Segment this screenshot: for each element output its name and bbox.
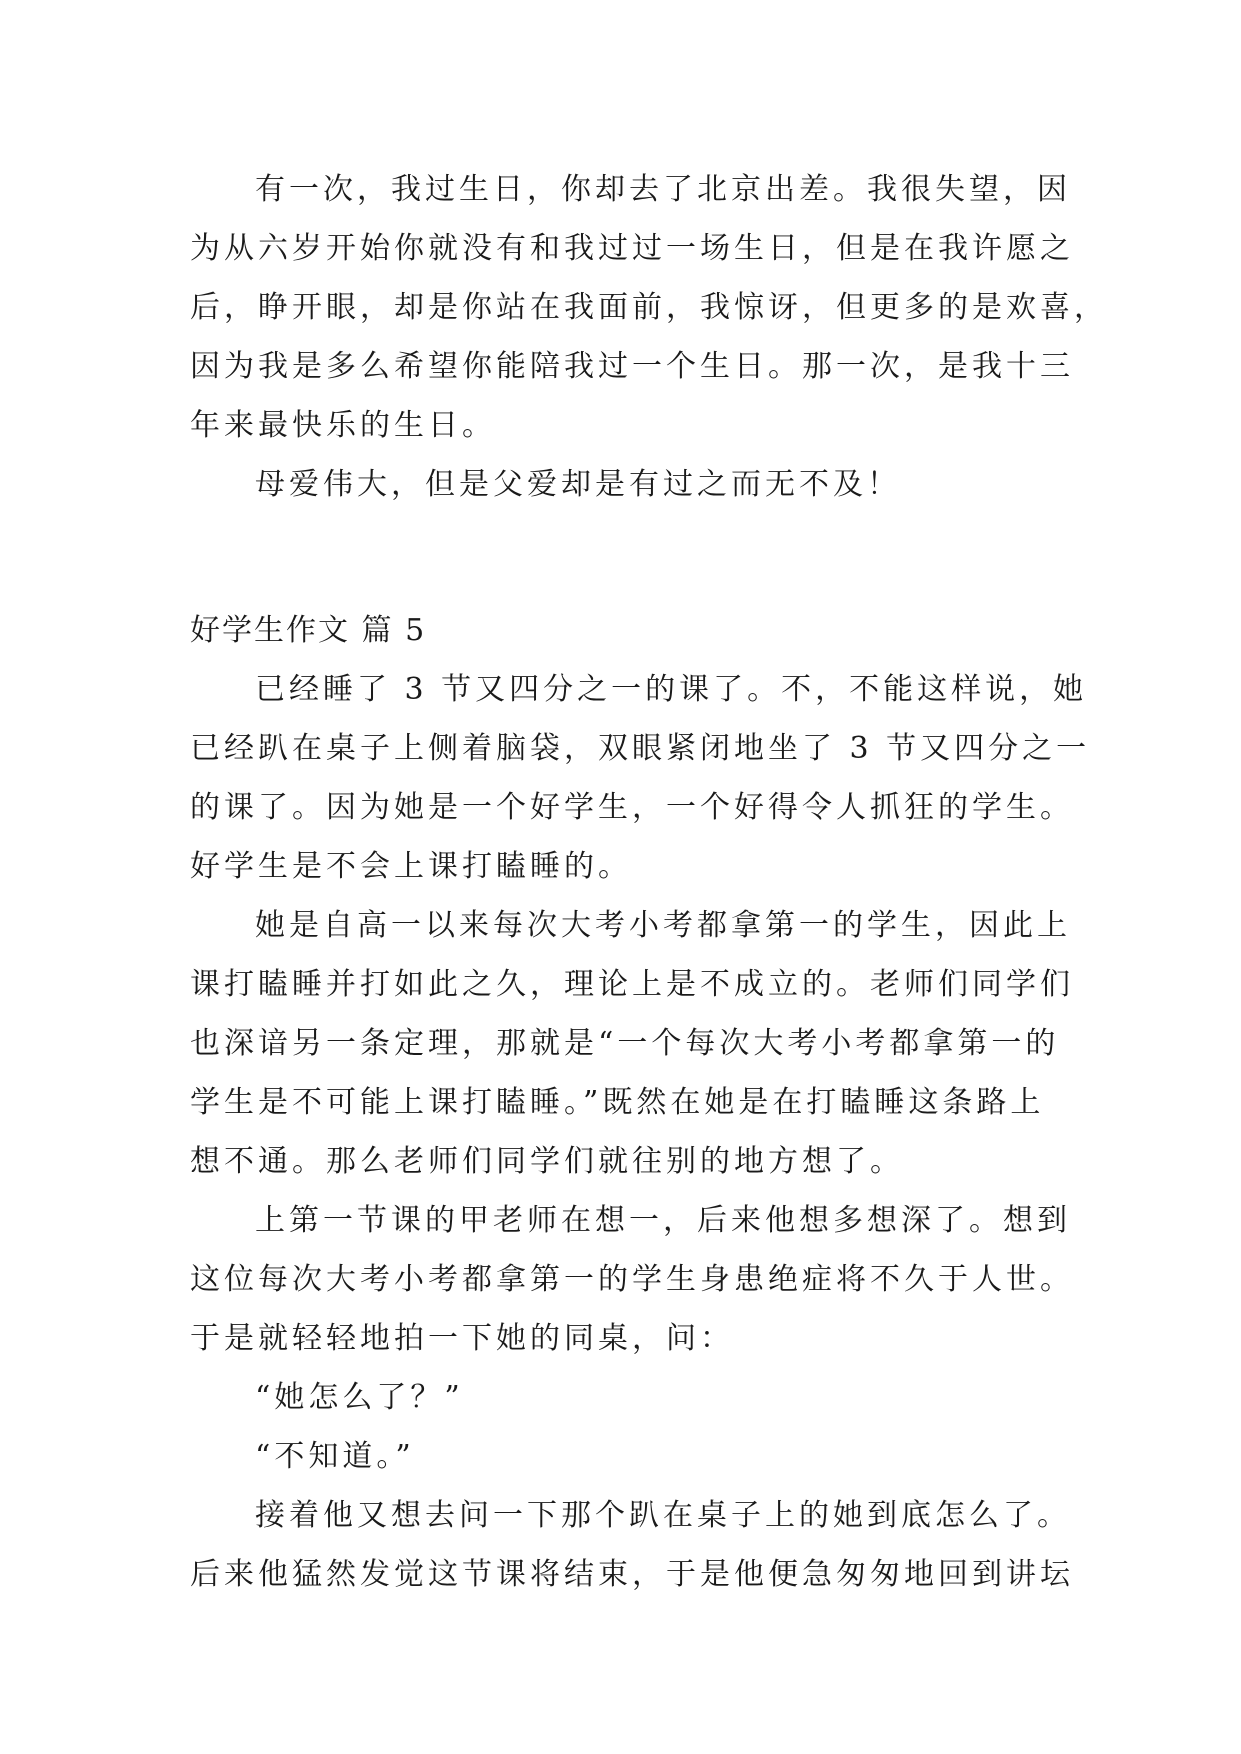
text-line: 有一次，我过生日，你却去了北京出差。我很失望，因 <box>255 172 1071 207</box>
text-line: 课打瞌睡并打如此之久，理论上是不成立的。老师们同学们 <box>190 967 1074 1002</box>
text-line: 接着他又想去问一下那个趴在桌子上的她到底怎么了。 <box>255 1498 1071 1533</box>
text-line: 已经睡了 3 节又四分之一的课了。不，不能这样说，她 <box>255 672 1088 707</box>
text-line: 为从六岁开始你就没有和我过过一场生日，但是在我许愿之 <box>190 231 1074 266</box>
text-line: 学生是不可能上课打瞌睡。”既然在她是在打瞌睡这条路上 <box>190 1085 1045 1120</box>
text-line: 她是自高一以来每次大考小考都拿第一的学生，因此上 <box>255 908 1071 943</box>
text-line: 因为我是多么希望你能陪我过一个生日。那一次，是我十三 <box>190 349 1074 384</box>
section-spacer <box>190 514 1050 601</box>
text-line: 好学生是不会上课打瞌睡的。 <box>190 849 632 884</box>
text-line: 想不通。那么老师们同学们就往别的地方想了。 <box>190 1144 904 1179</box>
text-line: 后，睁开眼，却是你站在我面前，我惊讶，但更多的是欢喜， <box>190 290 1108 325</box>
paragraph <box>190 660 1091 896</box>
paragraph <box>190 455 1050 514</box>
text-line: 已经趴在桌子上侧着脑袋，双眼紧闭地坐了 3 节又四分之一 <box>190 731 1091 766</box>
text-line: 于是就轻轻地拍一下她的同桌，问： <box>190 1321 734 1356</box>
paragraph <box>190 1486 1074 1604</box>
text-line: 这位每次大考小考都拿第一的学生身患绝症将不久于人世。 <box>190 1262 1074 1297</box>
text-line: 的课了。因为她是一个好学生，一个好得令人抓狂的学生。 <box>190 790 1074 825</box>
text-line: 上第一节课的甲老师在想一，后来他想多想深了。想到 <box>255 1203 1071 1238</box>
document-page <box>190 160 1108 1604</box>
paragraph <box>190 1191 1074 1368</box>
text-line: 年来最快乐的生日。 <box>190 408 496 443</box>
paragraph <box>190 896 1074 1191</box>
text-line: 后来他猛然发觉这节课将结束，于是他便急匆匆地回到讲坛 <box>190 1557 1074 1592</box>
text-line: 母爱伟大，但是父爱却是有过之而无不及！ <box>255 467 901 502</box>
dialogue-line: “不知道。” <box>255 1439 415 1474</box>
text-line: 也深谙另一条定理，那就是“一个每次大考小考都拿第一的 <box>190 1026 1060 1061</box>
paragraph <box>190 160 1108 455</box>
dialogue-line: “她怎么了？” <box>255 1380 464 1415</box>
section-heading: 好学生作文 篇 5 <box>190 613 427 648</box>
